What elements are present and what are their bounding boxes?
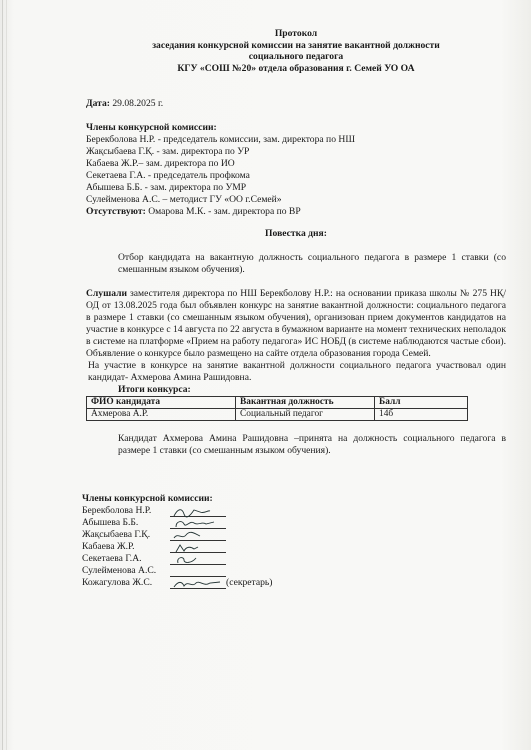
date-label: Дата: bbox=[86, 98, 110, 110]
absent-line bbox=[86, 206, 506, 218]
results-title: Итоги конкурса: bbox=[118, 384, 191, 396]
column-header: Вакантная должность bbox=[236, 397, 375, 409]
page-edge bbox=[2, 0, 3, 750]
signer-name: Жақсыбаева Г.Қ. bbox=[82, 529, 151, 541]
document-header bbox=[86, 28, 506, 74]
handwritten-signature bbox=[172, 518, 216, 530]
commission-member: Секетаева Г.А. - председатель профкома bbox=[86, 170, 250, 182]
signature-line bbox=[170, 507, 226, 517]
signatures-title: Члены конкурсной комиссии: bbox=[82, 493, 213, 505]
column-header: Балл bbox=[375, 397, 468, 409]
signature-row bbox=[82, 577, 506, 589]
header-line: КГУ «СОШ №20» отдела образования г. Семей УО ОА bbox=[177, 62, 415, 74]
signer-name: Сулейменова А.С. bbox=[82, 565, 157, 577]
date-value: 29.08.2025 г. bbox=[109, 98, 164, 110]
signature-row bbox=[82, 505, 506, 517]
table-header-row bbox=[87, 397, 468, 409]
heard-text: заместителя директора по НШ Берекболову Н.Р.: на основании приказа школы № 275 НҚ/ОД от 13.08.2025 года был объявлен конкурс на занятие вакантной должности: социального педагога в размере 1 ставки (со смешанным языком обучения), организован прием документов кандидатов на участие в конкурсе с 14 августа по 22 августа в бумажном варианте на момент технических неполадок в системе на платформе «Прием на работу педагога» ИС НОБД (в системе наблюдаются частые сбои). Объявление о конкурсе было размещено на сайте отдела образования города Семей. bbox=[86, 288, 506, 360]
signer-name: Кабаева Ж.Р. bbox=[82, 541, 135, 553]
signature-row bbox=[82, 565, 506, 577]
decision-text: Кандидат Ахмерова Амина Рашидовна –принята на должность социального педагога в размере 1 ставки (со смешанным языком обучения). bbox=[118, 433, 506, 457]
signature-line bbox=[170, 567, 226, 577]
table-cell: Ахмерова А.Р. bbox=[87, 409, 236, 421]
signature-row bbox=[82, 553, 506, 565]
date-line bbox=[86, 98, 506, 110]
signer-name: Секетаева Г.А. bbox=[82, 553, 142, 565]
results-table bbox=[86, 396, 468, 421]
signature-line bbox=[170, 543, 226, 553]
signature-line bbox=[170, 579, 226, 589]
signature-line bbox=[170, 555, 226, 565]
handwritten-signature bbox=[172, 506, 212, 518]
header-line: социального педагога bbox=[248, 51, 344, 63]
commission-member: Жақсыбаева Г.Қ. - зам. директора по УР bbox=[86, 146, 250, 158]
commission-title: Члены конкурсной комиссии: bbox=[86, 122, 217, 134]
absent-value: Омарова М.К. - зам. директора по ВР bbox=[145, 206, 301, 218]
handwritten-signature bbox=[172, 542, 202, 554]
page-edge bbox=[6, 0, 7, 750]
signature-line bbox=[170, 531, 226, 541]
handwritten-signature bbox=[172, 578, 222, 590]
signature-line bbox=[170, 519, 226, 529]
header-line: Протокол bbox=[274, 28, 318, 39]
handwritten-signature bbox=[172, 554, 202, 566]
table-cell: Социальный педагог bbox=[236, 409, 375, 421]
heard-paragraph bbox=[86, 288, 506, 360]
heard-label: Слушали bbox=[86, 288, 127, 300]
signature-row bbox=[82, 517, 506, 529]
participation-text: На участие в конкурсе на занятие вакантной должности социального педагога участвовал один кандидат- Ахмерова Амина Рашидовна. bbox=[88, 360, 506, 384]
commission-member: Кабаева Ж.Р.– зам. директора по ИО bbox=[86, 158, 235, 170]
signer-name: Абышева Б.Б. bbox=[82, 517, 139, 529]
agenda-title: Повестка дня: bbox=[265, 228, 327, 240]
column-header: ФИО кандидата bbox=[87, 397, 236, 409]
commission-member: Абышева Б.Б. - зам. директора по УМР bbox=[86, 182, 247, 194]
signer-name: Кожагулова Ж.С. bbox=[82, 577, 153, 589]
table-row bbox=[87, 409, 468, 421]
commission-member: Сулейменова А.С. – методист ГУ «ОО г.Семей» bbox=[86, 194, 282, 206]
header-line: заседания конкурсной комиссии на занятие вакантной должности bbox=[152, 39, 440, 51]
table-cell: 14б bbox=[375, 409, 468, 421]
agenda-text: Отбор кандидата на вакантную должность социального педагога в размере 1 ставки (со смешанным языком обучения). bbox=[118, 252, 506, 276]
secretary-note: (секретарь) bbox=[226, 577, 273, 589]
absent-label: Отсутствуют: bbox=[86, 206, 146, 218]
handwritten-signature bbox=[172, 530, 202, 542]
signer-name: Берекболова Н.Р. bbox=[82, 505, 152, 517]
signature-row bbox=[82, 529, 506, 541]
commission-member: Берекболова Н.Р. - председатель комиссии, зам. директора по НШ bbox=[86, 134, 355, 146]
signature-row bbox=[82, 541, 506, 553]
document-body bbox=[82, 28, 506, 589]
